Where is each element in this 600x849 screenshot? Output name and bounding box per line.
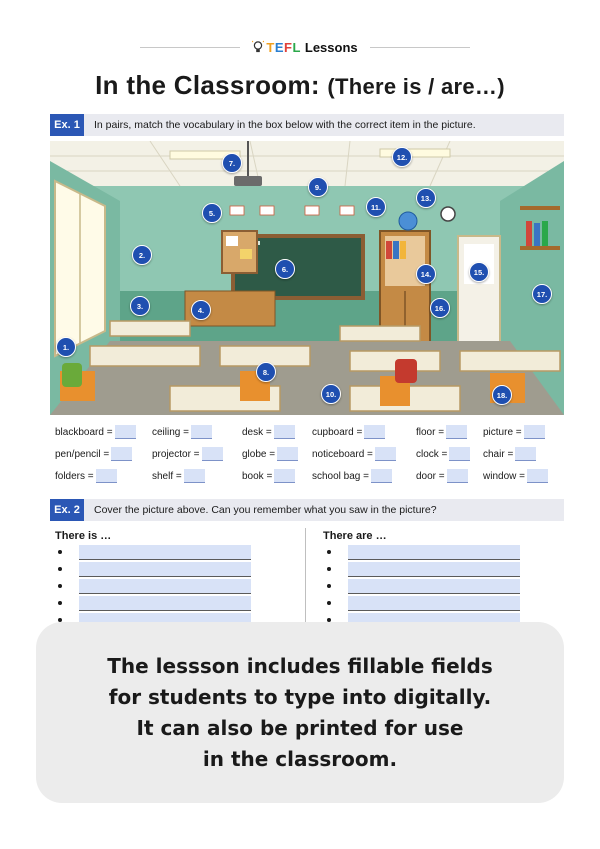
header-logo-row [140,38,470,56]
exercise-1-tag: Ex. 1 [50,114,84,136]
picture-marker-6: 6. [275,259,295,279]
notice-line-1: The lessson includes fillable fields [107,653,493,678]
fillable-fields-notice [36,622,564,803]
exercise-2-instruction: Cover the picture above. Can you remember what you saw in the picture? [94,504,437,516]
picture-marker-9: 9. [308,177,328,197]
notice-line-2: for students to type into digitally. [108,684,492,709]
picture-marker-11: 11. [366,197,386,217]
vocab-label-ceiling: ceiling = [152,426,189,438]
list-item [58,596,258,613]
vocab-label-desk: desk = [242,426,272,438]
bullet-icon [58,601,62,605]
there-are-answer-field[interactable] [348,545,520,560]
logo-lessons-text: Lessons [304,39,358,55]
vocab-row [55,425,565,447]
vocab-label-folders: folders = [55,470,94,482]
vocab-label-cupboard: cupboard = [312,426,363,438]
vocab-label-pen-pencil: pen/pencil = [55,448,110,460]
vocab-row [55,469,565,491]
page-title-main: In the Classroom: [95,70,328,100]
notice-line-3: It can also be printed for use [136,715,464,740]
answer-field-pen-pencil[interactable] [111,447,132,461]
list-item [327,596,527,613]
there-is-answer-field[interactable] [79,579,251,594]
bullet-icon [58,567,62,571]
vocabulary-box [55,425,565,491]
answer-field-projector[interactable] [202,447,223,461]
picture-marker-4: 4. [191,300,211,320]
bullet-icon [58,584,62,588]
there-are-answer-field[interactable] [348,562,520,577]
logo-tefl-text: TEFL [266,39,301,55]
vocab-label-clock: clock = [416,448,448,460]
list-item [58,562,258,579]
there-is-answer-field[interactable] [79,596,251,611]
there-are-answer-field[interactable] [348,579,520,594]
answer-field-noticeboard[interactable] [375,447,396,461]
exercise-1-bar [50,114,564,136]
vocab-label-chair: chair = [483,448,514,460]
classroom-illustration [50,141,564,415]
vocab-label-globe: globe = [242,448,276,460]
vocab-label-school-bag: school bag = [312,470,369,482]
answer-field-book[interactable] [274,469,295,483]
vocab-label-picture: picture = [483,426,522,438]
picture-marker-12: 12. [392,147,412,167]
answer-field-floor[interactable] [446,425,467,439]
there-is-list [58,545,258,630]
answer-field-clock[interactable] [449,447,470,461]
answer-field-folders[interactable] [96,469,117,483]
notice-line-4: in the classroom. [202,746,398,771]
logo-divider-right [370,47,470,48]
picture-marker-14: 14. [416,264,436,284]
bullet-icon [327,567,331,571]
answer-field-ceiling[interactable] [191,425,212,439]
page-title-sub: (There is / are…) [327,74,505,99]
picture-marker-1: 1. [56,337,76,357]
logo-divider-left [140,47,240,48]
answer-field-desk[interactable] [274,425,295,439]
vocab-label-noticeboard: noticeboard = [312,448,373,460]
list-item [327,545,527,562]
answer-field-cupboard[interactable] [364,425,385,439]
picture-marker-5: 5. [202,203,222,223]
picture-marker-3: 3. [130,296,150,316]
vocab-label-blackboard: blackboard = [55,426,113,438]
picture-marker-8: 8. [256,362,276,382]
bullet-icon [327,584,331,588]
there-is-heading: There is … [55,530,112,542]
answer-field-picture[interactable] [524,425,545,439]
bullet-icon [58,550,62,554]
bullet-icon [327,601,331,605]
vocab-label-shelf: shelf = [152,470,182,482]
answer-field-blackboard[interactable] [115,425,136,439]
vocab-label-projector: projector = [152,448,200,460]
vocab-label-window: window = [483,470,525,482]
picture-marker-18: 18. [492,385,512,405]
there-are-heading: There are … [323,530,387,542]
picture-marker-7: 7. [222,153,242,173]
there-are-answer-field[interactable] [348,596,520,611]
answer-field-school-bag[interactable] [371,469,392,483]
vocab-label-door: door = [416,470,445,482]
picture-marker-17: 17. [532,284,552,304]
picture-marker-10: 10. [321,384,341,404]
list-item [58,579,258,596]
answer-field-shelf[interactable] [184,469,205,483]
there-is-answer-field[interactable] [79,562,251,577]
page-title [0,70,600,101]
picture-marker-2: 2. [132,245,152,265]
exercise-2-bar [50,499,564,521]
exercise-1-instruction: In pairs, match the vocabulary in the box below with the correct item in the picture. [94,119,476,131]
vocab-label-book: book = [242,470,273,482]
picture-marker-16: 16. [430,298,450,318]
picture-marker-15: 15. [469,262,489,282]
bullet-icon [327,550,331,554]
answer-field-chair[interactable] [515,447,536,461]
exercise-2-tag: Ex. 2 [50,499,84,521]
picture-marker-13: 13. [416,188,436,208]
list-item [58,545,258,562]
vocab-label-floor: floor = [416,426,445,438]
column-divider [305,528,306,628]
answer-field-globe[interactable] [277,447,298,461]
list-item [327,562,527,579]
there-is-answer-field[interactable] [79,545,251,560]
answer-field-door[interactable] [447,469,468,483]
tefl-lessons-logo [248,40,361,55]
lightbulb-icon [252,40,264,54]
list-item [327,579,527,596]
there-are-list [327,545,527,630]
vocab-row [55,447,565,469]
answer-field-window[interactable] [527,469,548,483]
